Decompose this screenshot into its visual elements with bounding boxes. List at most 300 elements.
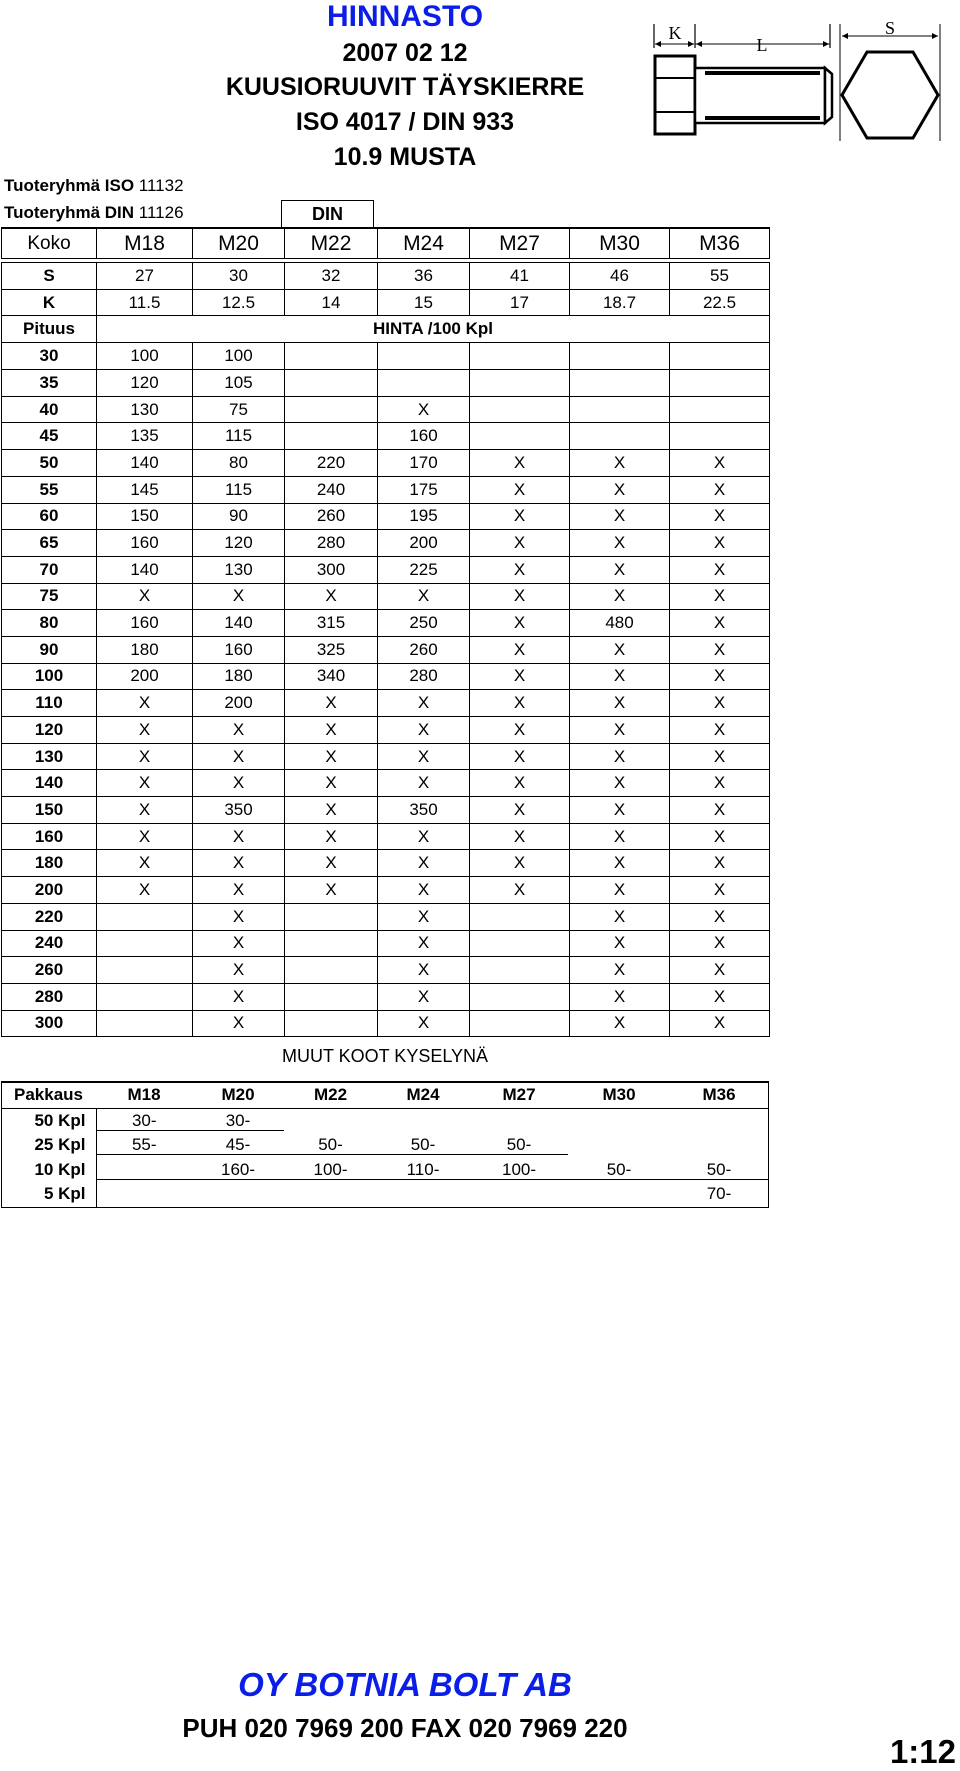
price-cell: 100	[193, 343, 285, 370]
price-cell	[470, 396, 570, 423]
length-cell: 180	[2, 850, 97, 877]
s-value: 32	[285, 263, 378, 290]
price-cell: X	[470, 530, 570, 557]
price-cell: X	[470, 877, 570, 904]
price-cell: X	[470, 797, 570, 824]
price-cell: X	[670, 556, 770, 583]
price-cell: X	[97, 690, 193, 717]
price-cell	[570, 370, 670, 397]
price-cell: X	[670, 717, 770, 744]
packaging-divider	[96, 1154, 568, 1155]
package-price-cell	[469, 1182, 569, 1207]
price-cell: X	[670, 530, 770, 557]
price-cell	[285, 957, 378, 984]
price-cell: 250	[378, 610, 470, 637]
table-row	[2, 343, 770, 370]
price-cell: 120	[193, 530, 285, 557]
din-group-label: Tuoteryhmä DIN	[4, 203, 135, 222]
bolt-side-view	[654, 23, 832, 134]
price-cell: 315	[285, 610, 378, 637]
price-cell: X	[285, 850, 378, 877]
table-row	[2, 717, 770, 744]
price-list-date: 2007 02 12	[342, 39, 468, 67]
price-cell: X	[470, 450, 570, 477]
price-cell	[97, 983, 193, 1010]
price-cell: 175	[378, 476, 470, 503]
packaging-row	[1, 1182, 769, 1207]
price-cell: X	[570, 450, 670, 477]
price-cell: 200	[97, 663, 193, 690]
price-cell: X	[670, 743, 770, 770]
price-cell: X	[470, 743, 570, 770]
package-price-cell: 55-	[131, 1135, 157, 1155]
price-cell: X	[193, 770, 285, 797]
company-name: OY BOTNIA BOLT AB	[238, 1666, 572, 1703]
price-cell: 130	[193, 556, 285, 583]
price-cell: 160	[97, 610, 193, 637]
price-cell	[97, 903, 193, 930]
length-cell: 100	[2, 663, 97, 690]
price-cell	[470, 423, 570, 450]
price-cell: X	[285, 797, 378, 824]
package-price-cell: 100-	[313, 1159, 348, 1179]
price-cell: X	[670, 663, 770, 690]
price-cell: 170	[378, 450, 470, 477]
table-row	[2, 370, 770, 397]
price-cell: 195	[378, 503, 470, 530]
product-grade: 10.9 MUSTA	[333, 143, 477, 171]
package-price-cell: 50-	[318, 1135, 343, 1155]
package-price-cell	[96, 1182, 192, 1207]
k-label: K	[2, 289, 97, 316]
size-m30: M30	[570, 228, 670, 259]
price-cell: 115	[193, 476, 285, 503]
price-cell	[470, 903, 570, 930]
price-cell: 150	[97, 503, 193, 530]
package-price-cell: 160-	[220, 1159, 256, 1179]
price-cell: 140	[193, 610, 285, 637]
price-cell: X	[193, 903, 285, 930]
price-cell: X	[670, 983, 770, 1010]
package-price-cell	[377, 1182, 469, 1207]
package-size-label: 25 Kpl	[1, 1133, 96, 1158]
price-cell: X	[285, 690, 378, 717]
length-cell: 150	[2, 797, 97, 824]
table-row	[2, 423, 770, 450]
price-cell: X	[570, 476, 670, 503]
price-cell: X	[378, 396, 470, 423]
package-price-cell: 50-	[410, 1135, 436, 1155]
price-cell: 260	[285, 503, 378, 530]
price-cell: X	[97, 797, 193, 824]
price-table-body	[2, 228, 770, 1037]
k-value: 14	[285, 289, 378, 316]
price-cell	[285, 396, 378, 423]
price-cell: X	[97, 583, 193, 610]
s-value: 27	[97, 263, 193, 290]
packaging-table-body	[1, 1082, 769, 1207]
price-cell: X	[570, 1010, 670, 1037]
price-header: HINTA /100 Kpl	[97, 316, 770, 343]
table-row	[2, 797, 770, 824]
price-cell: X	[670, 476, 770, 503]
product-standard: ISO 4017 / DIN 933	[295, 108, 515, 136]
s-value: 55	[670, 263, 770, 290]
price-cell: X	[670, 583, 770, 610]
price-cell	[470, 957, 570, 984]
price-cell: X	[285, 770, 378, 797]
length-header-row	[2, 316, 770, 343]
price-cell: X	[670, 957, 770, 984]
price-cell	[570, 343, 670, 370]
length-cell: 75	[2, 583, 97, 610]
price-cell: X	[378, 957, 470, 984]
length-cell: 140	[2, 770, 97, 797]
price-cell	[378, 343, 470, 370]
price-cell: X	[378, 850, 470, 877]
price-cell: X	[470, 583, 570, 610]
price-cell: 130	[97, 396, 193, 423]
price-cell: 160	[97, 530, 193, 557]
price-cell	[285, 423, 378, 450]
price-cell: X	[97, 717, 193, 744]
price-cell: 75	[193, 396, 285, 423]
price-cell: 350	[378, 797, 470, 824]
price-cell	[97, 930, 193, 957]
price-cell: X	[570, 636, 670, 663]
price-cell: X	[570, 903, 670, 930]
table-row	[2, 663, 770, 690]
price-cell: X	[285, 877, 378, 904]
length-cell: 200	[2, 877, 97, 904]
product-name: KUUSIORUUVIT TÄYSKIERRE	[225, 73, 585, 101]
size-label: Koko	[2, 228, 97, 259]
package-price-cell: 50-	[606, 1159, 632, 1179]
price-cell: X	[570, 823, 670, 850]
size-m27: M27	[470, 228, 570, 259]
dim-s-label: S	[884, 18, 896, 38]
package-size-label: 10 Kpl	[1, 1158, 96, 1183]
length-cell: 50	[2, 450, 97, 477]
price-cell: X	[378, 877, 470, 904]
din-group-number: 11126	[138, 203, 184, 222]
document-title: HINNASTO	[326, 0, 484, 33]
size-m22: M22	[285, 228, 378, 259]
din-marker: DIN	[281, 200, 374, 227]
price-cell: X	[570, 530, 670, 557]
price-cell: X	[378, 983, 470, 1010]
price-cell: X	[470, 476, 570, 503]
length-cell: 35	[2, 370, 97, 397]
price-cell: 90	[193, 503, 285, 530]
table-row	[2, 556, 770, 583]
package-price-cell: 30-	[131, 1110, 157, 1130]
price-cell	[285, 343, 378, 370]
packaging-size: M30	[569, 1082, 669, 1108]
packaging-header-row	[1, 1082, 769, 1108]
packaging-size: M20	[192, 1082, 284, 1108]
k-value: 15	[378, 289, 470, 316]
s-value: 46	[570, 263, 670, 290]
price-cell: X	[670, 1010, 770, 1037]
size-m24: M24	[378, 228, 470, 259]
price-cell: X	[470, 770, 570, 797]
price-cell: 180	[193, 663, 285, 690]
price-cell: 350	[193, 797, 285, 824]
price-cell: 160	[378, 423, 470, 450]
s-value: 36	[378, 263, 470, 290]
length-cell: 70	[2, 556, 97, 583]
price-cell: X	[470, 690, 570, 717]
price-cell: 80	[193, 450, 285, 477]
price-cell: 240	[285, 476, 378, 503]
price-cell: X	[670, 823, 770, 850]
price-cell: X	[470, 636, 570, 663]
length-cell: 60	[2, 503, 97, 530]
price-cell: X	[378, 690, 470, 717]
price-cell: X	[570, 556, 670, 583]
price-cell: X	[670, 450, 770, 477]
package-price-cell: 30-	[225, 1110, 251, 1130]
price-cell: X	[470, 663, 570, 690]
s-value: 41	[470, 263, 570, 290]
package-price-cell: 110-	[406, 1159, 440, 1179]
table-row	[2, 636, 770, 663]
price-cell: X	[570, 770, 670, 797]
price-cell	[470, 930, 570, 957]
price-cell: X	[670, 770, 770, 797]
packaging-size: M24	[377, 1082, 469, 1108]
din-product-group	[4, 203, 184, 223]
length-cell: 120	[2, 717, 97, 744]
k-value: 12.5	[193, 289, 285, 316]
price-cell: X	[193, 877, 285, 904]
length-cell: 30	[2, 343, 97, 370]
price-cell: X	[285, 583, 378, 610]
package-size-label: 5 Kpl	[1, 1182, 96, 1207]
package-price-cell: 50-	[706, 1159, 732, 1179]
size-header-row	[2, 228, 770, 259]
price-cell: X	[570, 850, 670, 877]
table-row	[2, 450, 770, 477]
price-cell: X	[97, 770, 193, 797]
length-cell: 55	[2, 476, 97, 503]
dim-k-label: K	[668, 23, 682, 43]
price-cell: 105	[193, 370, 285, 397]
price-cell: X	[570, 717, 670, 744]
price-cell: X	[470, 610, 570, 637]
table-row	[2, 930, 770, 957]
packaging-size: M18	[96, 1082, 192, 1108]
package-price-cell	[569, 1108, 669, 1133]
price-cell: X	[97, 877, 193, 904]
package-price-cell	[569, 1133, 669, 1158]
table-row	[2, 583, 770, 610]
contact-numbers: PUH 020 7969 200 FAX 020 7969 220	[182, 1713, 628, 1743]
price-cell: X	[570, 797, 670, 824]
length-cell: 110	[2, 690, 97, 717]
price-cell: X	[97, 743, 193, 770]
length-cell: 160	[2, 823, 97, 850]
price-cell: X	[193, 983, 285, 1010]
price-cell: X	[193, 850, 285, 877]
price-cell: X	[470, 717, 570, 744]
price-cell: 180	[97, 636, 193, 663]
price-cell: X	[670, 610, 770, 637]
price-cell: 200	[193, 690, 285, 717]
length-cell: 65	[2, 530, 97, 557]
price-cell: X	[670, 903, 770, 930]
package-price-cell	[284, 1182, 377, 1207]
price-cell: 220	[285, 450, 378, 477]
table-row	[2, 743, 770, 770]
package-price-cell	[669, 1108, 769, 1133]
size-m18: M18	[97, 228, 193, 259]
scale-label: 1:12	[889, 1733, 956, 1770]
price-cell: X	[570, 663, 670, 690]
price-cell: 135	[97, 423, 193, 450]
table-row	[2, 690, 770, 717]
price-cell	[285, 370, 378, 397]
price-cell: 280	[378, 663, 470, 690]
price-cell: X	[193, 930, 285, 957]
price-cell: 260	[378, 636, 470, 663]
k-value: 18.7	[570, 289, 670, 316]
price-cell: X	[570, 743, 670, 770]
packaging-table	[1, 1081, 769, 1207]
price-cell	[570, 396, 670, 423]
table-row	[2, 823, 770, 850]
packaging-size: M22	[284, 1082, 377, 1108]
price-cell	[670, 343, 770, 370]
package-price-cell	[469, 1108, 569, 1133]
table-row	[2, 396, 770, 423]
table-row	[2, 877, 770, 904]
table-row	[2, 903, 770, 930]
price-cell: X	[670, 850, 770, 877]
price-cell: X	[470, 823, 570, 850]
price-cell: X	[193, 957, 285, 984]
price-cell: X	[378, 823, 470, 850]
length-cell: 80	[2, 610, 97, 637]
price-cell: 100	[97, 343, 193, 370]
price-cell	[470, 983, 570, 1010]
length-cell: 45	[2, 423, 97, 450]
length-label: Pituus	[2, 316, 97, 343]
length-cell: 40	[2, 396, 97, 423]
table-row	[2, 530, 770, 557]
price-cell: 280	[285, 530, 378, 557]
k-row	[2, 289, 770, 316]
price-cell	[570, 423, 670, 450]
s-value: 30	[193, 263, 285, 290]
price-cell: 200	[378, 530, 470, 557]
length-cell: 300	[2, 1010, 97, 1037]
price-cell: X	[670, 636, 770, 663]
table-row	[2, 1010, 770, 1037]
package-price-cell	[284, 1108, 377, 1133]
packaging-size: M36	[669, 1082, 769, 1108]
price-cell: 160	[193, 636, 285, 663]
price-cell	[470, 370, 570, 397]
price-cell: X	[470, 556, 570, 583]
price-cell: X	[670, 797, 770, 824]
price-cell: X	[193, 717, 285, 744]
price-cell: X	[470, 850, 570, 877]
price-cell: X	[670, 930, 770, 957]
price-cell: X	[285, 823, 378, 850]
price-cell	[670, 370, 770, 397]
price-cell: X	[378, 717, 470, 744]
price-cell: 140	[97, 556, 193, 583]
price-cell: X	[670, 690, 770, 717]
table-row	[2, 476, 770, 503]
k-value: 11.5	[97, 289, 193, 316]
package-price-cell	[192, 1182, 284, 1207]
price-cell: X	[670, 503, 770, 530]
packaging-size: M27	[469, 1082, 569, 1108]
price-cell: X	[193, 823, 285, 850]
package-price-cell	[669, 1133, 769, 1158]
price-cell: 145	[97, 476, 193, 503]
size-m36: M36	[670, 228, 770, 259]
packaging-label: Pakkaus	[1, 1082, 96, 1108]
price-cell: X	[378, 930, 470, 957]
price-cell	[285, 903, 378, 930]
iso-group-label: Tuoteryhmä ISO	[4, 176, 135, 195]
length-cell: 260	[2, 957, 97, 984]
table-row	[2, 770, 770, 797]
package-price-cell: 45-	[225, 1135, 251, 1155]
bolt-diagram	[650, 16, 942, 142]
bolt-head-top-view	[840, 18, 940, 141]
price-cell: X	[285, 717, 378, 744]
package-price-cell: 70-	[706, 1184, 732, 1204]
price-cell	[285, 930, 378, 957]
length-cell: 90	[2, 636, 97, 663]
price-cell: X	[285, 743, 378, 770]
price-cell: 325	[285, 636, 378, 663]
price-cell	[97, 957, 193, 984]
price-cell	[470, 1010, 570, 1037]
other-sizes-note: MUUT KOOT KYSELYNÄ	[281, 1046, 489, 1066]
package-price-cell	[377, 1108, 469, 1133]
price-cell	[285, 1010, 378, 1037]
package-price-cell: 100-	[501, 1159, 537, 1179]
price-cell: 225	[378, 556, 470, 583]
packaging-divider	[96, 1130, 284, 1131]
price-cell	[285, 983, 378, 1010]
s-row	[2, 263, 770, 290]
price-cell: X	[378, 583, 470, 610]
price-cell: 140	[97, 450, 193, 477]
price-cell	[470, 343, 570, 370]
price-cell: X	[470, 503, 570, 530]
k-value: 17	[470, 289, 570, 316]
price-cell: 340	[285, 663, 378, 690]
price-cell: X	[570, 583, 670, 610]
price-cell	[670, 396, 770, 423]
price-cell: X	[378, 903, 470, 930]
price-cell: X	[193, 583, 285, 610]
table-row	[2, 957, 770, 984]
table-row	[2, 503, 770, 530]
price-table	[1, 227, 770, 1037]
price-cell: X	[570, 690, 670, 717]
iso-product-group	[4, 176, 184, 196]
s-label: S	[2, 263, 97, 290]
packaging-divider	[96, 1179, 768, 1180]
